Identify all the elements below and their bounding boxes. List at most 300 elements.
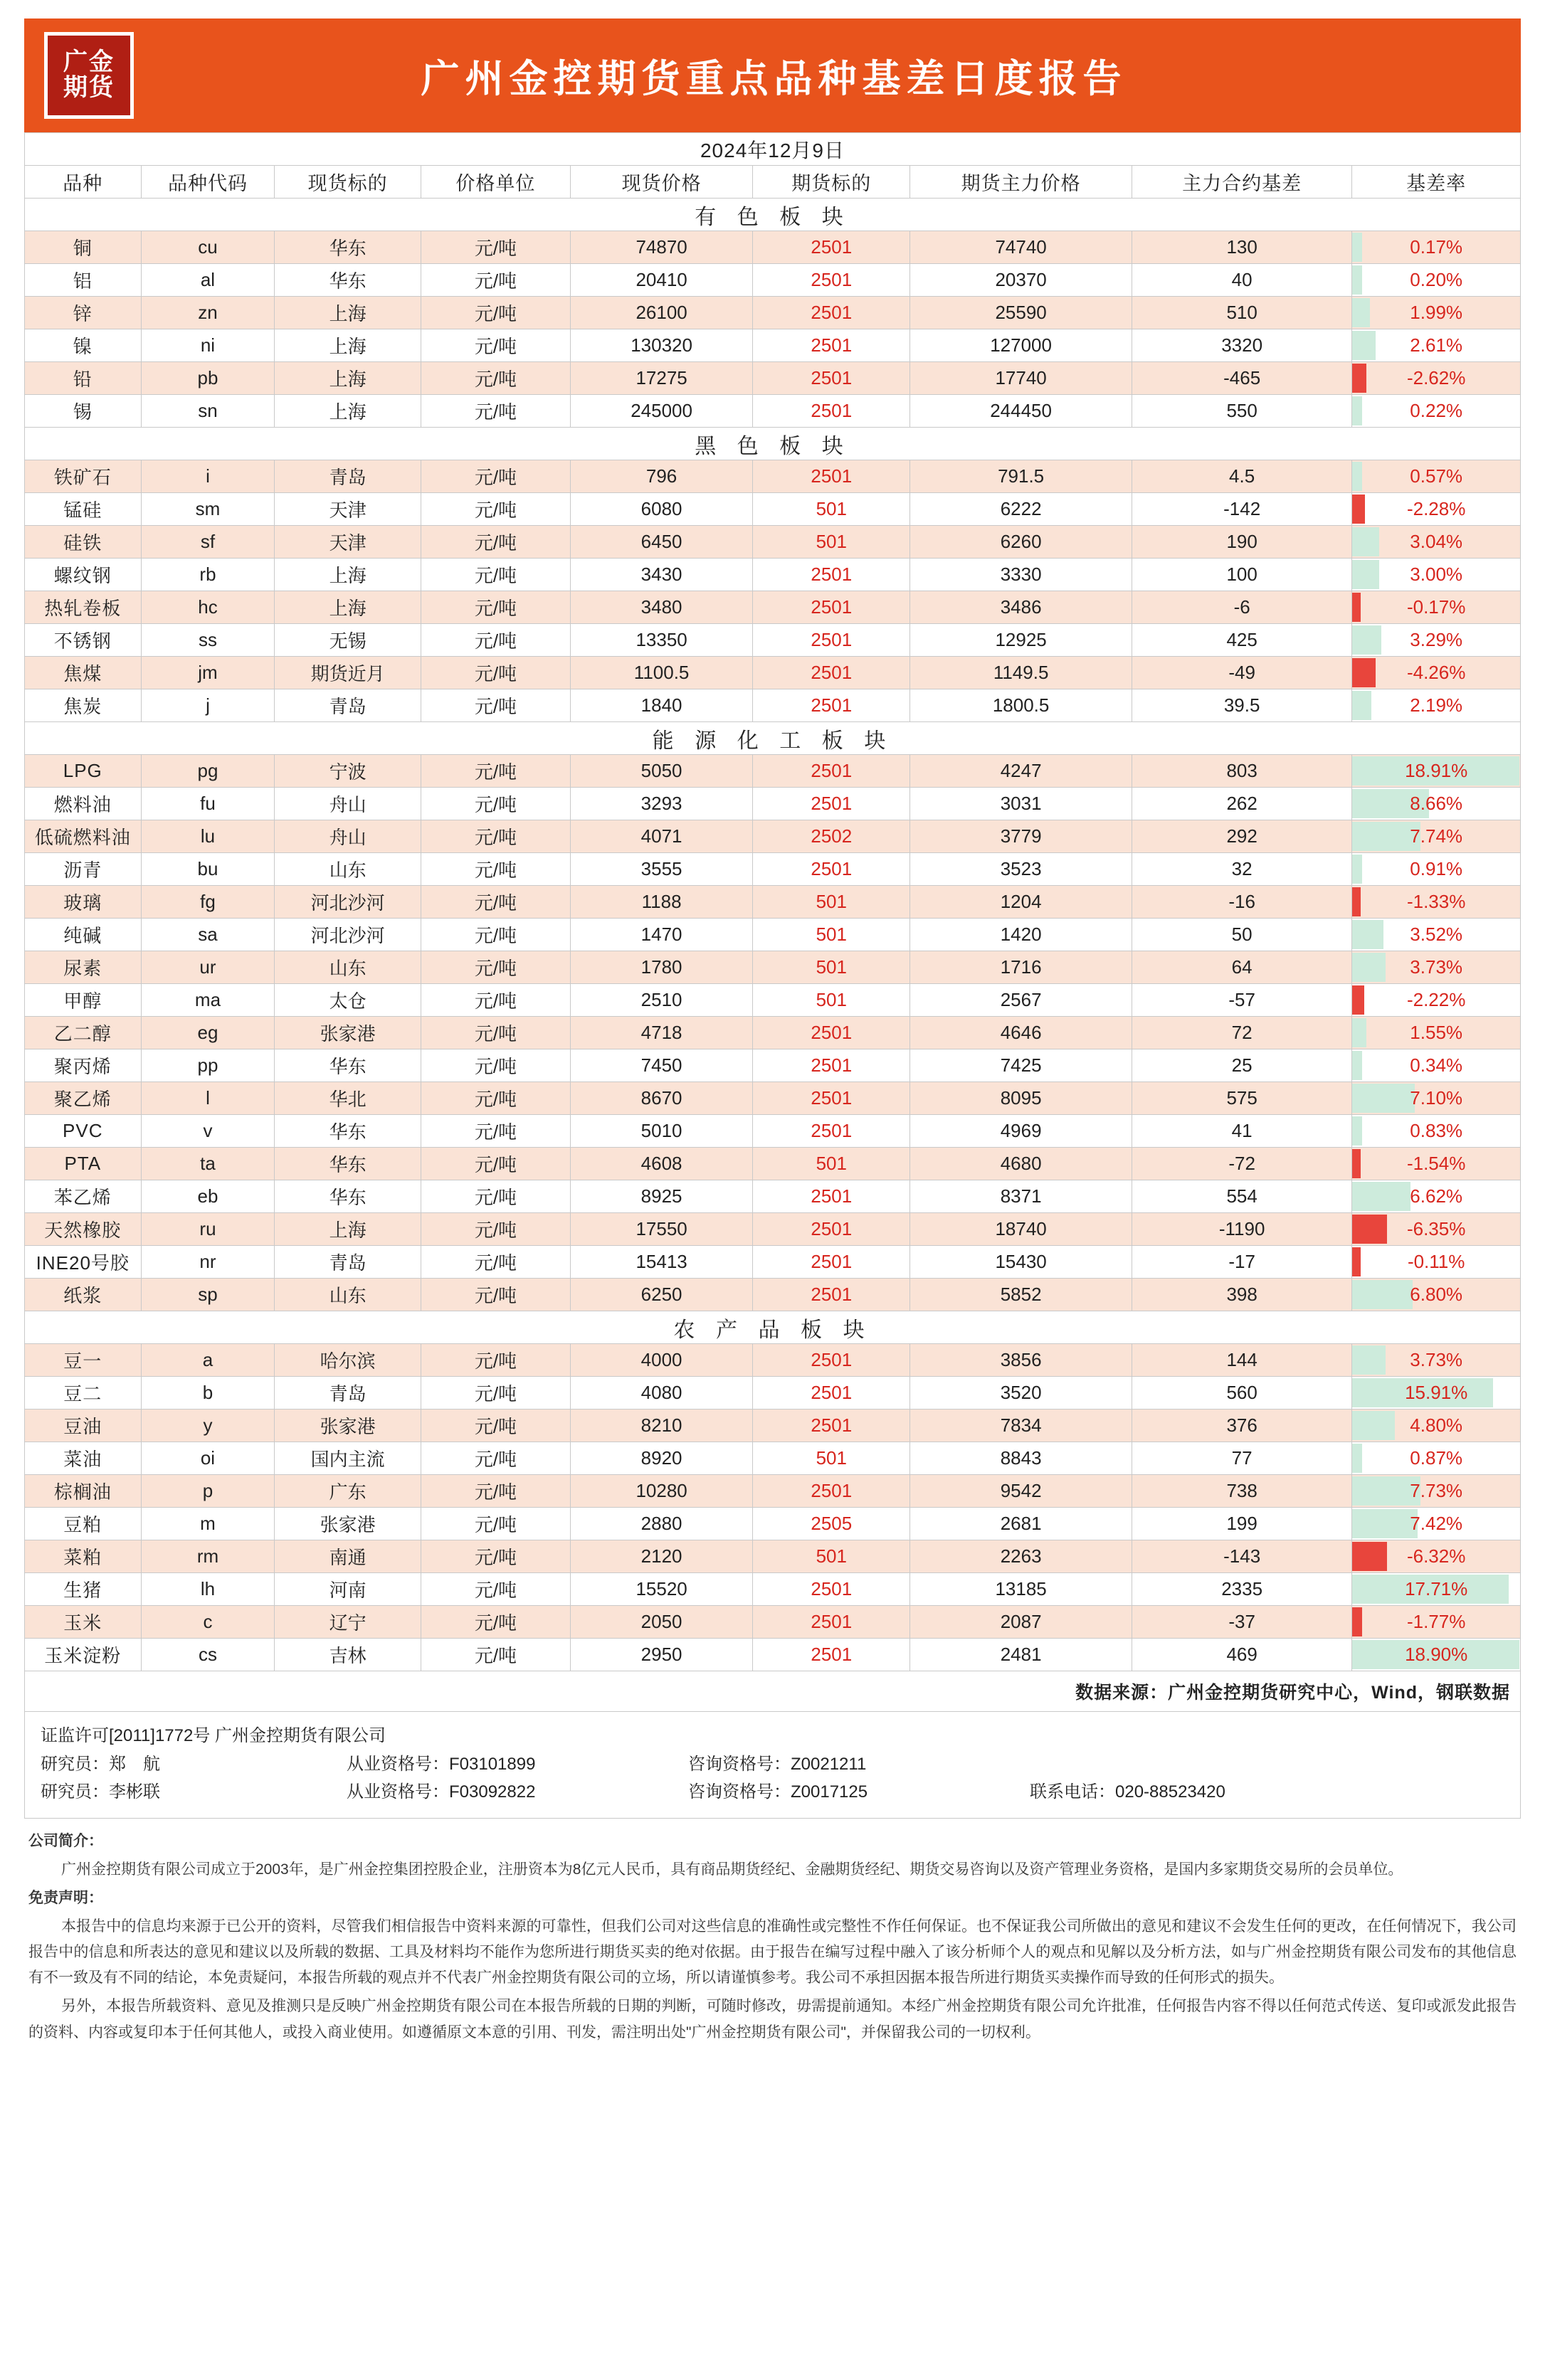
- basis-rate: 0.57%: [1352, 460, 1521, 493]
- spot-price: 2880: [570, 1508, 752, 1540]
- product-name: 不锈钢: [25, 624, 142, 657]
- table-row: [25, 1246, 1521, 1279]
- product-name: 豆油: [25, 1410, 142, 1442]
- basis-rate: 0.34%: [1352, 1049, 1521, 1082]
- price-unit: 元/吨: [421, 1213, 570, 1246]
- product-name: 玉米淀粉: [25, 1639, 142, 1671]
- basis-rate: 3.52%: [1352, 919, 1521, 951]
- spot-price: 1840: [570, 689, 752, 722]
- table-row: [25, 460, 1521, 493]
- futures-price: 9542: [910, 1475, 1132, 1508]
- basis-rate: 7.10%: [1352, 1082, 1521, 1115]
- table-header-row: [25, 166, 1521, 199]
- product-code: l: [141, 1082, 275, 1115]
- product-name: 生猪: [25, 1573, 142, 1606]
- product-code: bu: [141, 853, 275, 886]
- spot-price: 3480: [570, 591, 752, 624]
- spot-price: 245000: [570, 395, 752, 428]
- basis-value: 398: [1132, 1279, 1351, 1311]
- basis-rate: 7.74%: [1352, 820, 1521, 853]
- product-name: 乙二醇: [25, 1017, 142, 1049]
- basis-rate: -1.54%: [1352, 1148, 1521, 1180]
- product-code: jm: [141, 657, 275, 689]
- futures-price: 74740: [910, 231, 1132, 264]
- futures-price: 2263: [910, 1540, 1132, 1573]
- table-row: [25, 1475, 1521, 1508]
- basis-rate: 17.71%: [1352, 1573, 1521, 1606]
- spot-underlying: 青岛: [275, 1377, 421, 1410]
- futures-contract: 2501: [753, 329, 910, 362]
- page-title: 广州金控期货重点品种基差日度报告: [421, 55, 1127, 101]
- researcher-name: 研究员：李彬联: [41, 1782, 160, 1802]
- spot-price: 4718: [570, 1017, 752, 1049]
- spot-underlying: 天津: [275, 526, 421, 559]
- basis-rate: 18.91%: [1352, 755, 1521, 788]
- table-row: [25, 657, 1521, 689]
- section-title: 能 源 化 工 板 块: [25, 722, 1521, 755]
- product-code: sn: [141, 395, 275, 428]
- section-title: 农 产 品 板 块: [25, 1311, 1521, 1344]
- product-name: 菜油: [25, 1442, 142, 1475]
- spot-price: 6080: [570, 493, 752, 526]
- futures-contract: 2501: [753, 231, 910, 264]
- spot-price: 3430: [570, 559, 752, 591]
- company-logo: [44, 32, 134, 119]
- basis-rate: 0.87%: [1352, 1442, 1521, 1475]
- futures-contract: 2501: [753, 1344, 910, 1377]
- company-intro-heading: 公司简介：: [28, 1832, 103, 1849]
- spot-price: 4071: [570, 820, 752, 853]
- basis-rate: 0.22%: [1352, 395, 1521, 428]
- product-code: pg: [141, 755, 275, 788]
- futures-price: 2567: [910, 984, 1132, 1017]
- basis-rate: 0.83%: [1352, 1115, 1521, 1148]
- futures-price: 3031: [910, 788, 1132, 820]
- product-code: fg: [141, 886, 275, 919]
- futures-price: 15430: [910, 1246, 1132, 1279]
- product-code: eg: [141, 1017, 275, 1049]
- product-code: ma: [141, 984, 275, 1017]
- basis-value: -465: [1132, 362, 1351, 395]
- futures-price: 3486: [910, 591, 1132, 624]
- spot-underlying: 青岛: [275, 460, 421, 493]
- futures-contract: 2505: [753, 1508, 910, 1540]
- table-row: [25, 329, 1521, 362]
- product-code: oi: [141, 1442, 275, 1475]
- table-row: [25, 362, 1521, 395]
- basis-value: 2335: [1132, 1573, 1351, 1606]
- basis-value: 262: [1132, 788, 1351, 820]
- basis-rate: 3.73%: [1352, 951, 1521, 984]
- basis-rate: -6.32%: [1352, 1540, 1521, 1573]
- price-unit: 元/吨: [421, 493, 570, 526]
- product-code: a: [141, 1344, 275, 1377]
- basis-rate: 2.19%: [1352, 689, 1521, 722]
- spot-price: 6450: [570, 526, 752, 559]
- product-name: 硅铁: [25, 526, 142, 559]
- basis-rate: 6.80%: [1352, 1279, 1521, 1311]
- section-header: [25, 1311, 1521, 1344]
- disclaimer-heading: 免责声明：: [28, 1890, 103, 1906]
- product-code: nr: [141, 1246, 275, 1279]
- column-header-7: 主力合约基差: [1132, 166, 1351, 199]
- basis-value: -6: [1132, 591, 1351, 624]
- basis-rate: -0.17%: [1352, 591, 1521, 624]
- price-unit: 元/吨: [421, 853, 570, 886]
- spot-underlying: 天津: [275, 493, 421, 526]
- table-row: [25, 1442, 1521, 1475]
- product-name: 热轧卷板: [25, 591, 142, 624]
- report-date-row: [25, 133, 1521, 166]
- spot-underlying: 华东: [275, 264, 421, 297]
- basis-value: 64: [1132, 951, 1351, 984]
- table-row: [25, 493, 1521, 526]
- product-name: 焦炭: [25, 689, 142, 722]
- table-row: [25, 1639, 1521, 1671]
- product-code: ta: [141, 1148, 275, 1180]
- spot-underlying: 山东: [275, 853, 421, 886]
- table-row: [25, 853, 1521, 886]
- basis-value: 50: [1132, 919, 1351, 951]
- spot-price: 1780: [570, 951, 752, 984]
- basis-rate: 1.99%: [1352, 297, 1521, 329]
- basis-rate: -2.28%: [1352, 493, 1521, 526]
- futures-price: 7834: [910, 1410, 1132, 1442]
- futures-contract: 2501: [753, 657, 910, 689]
- section-title: 黑 色 板 块: [25, 428, 1521, 460]
- futures-price: 17740: [910, 362, 1132, 395]
- futures-contract: 2501: [753, 1573, 910, 1606]
- product-name: 纸浆: [25, 1279, 142, 1311]
- futures-price: 3523: [910, 853, 1132, 886]
- spot-underlying: 宁波: [275, 755, 421, 788]
- basis-value: 3320: [1132, 329, 1351, 362]
- basis-value: 32: [1132, 853, 1351, 886]
- spot-price: 17550: [570, 1213, 752, 1246]
- product-name: 低硫燃料油: [25, 820, 142, 853]
- product-name: 锌: [25, 297, 142, 329]
- futures-contract: 501: [753, 526, 910, 559]
- product-code: cs: [141, 1639, 275, 1671]
- product-code: cu: [141, 231, 275, 264]
- futures-price: 6260: [910, 526, 1132, 559]
- basis-value: 77: [1132, 1442, 1351, 1475]
- futures-price: 7425: [910, 1049, 1132, 1082]
- spot-underlying: 华东: [275, 1049, 421, 1082]
- spot-price: 2120: [570, 1540, 752, 1573]
- product-name: 棕榈油: [25, 1475, 142, 1508]
- spot-price: 15413: [570, 1246, 752, 1279]
- column-header-6: 期货主力价格: [910, 166, 1132, 199]
- product-code: y: [141, 1410, 275, 1442]
- table-row: [25, 395, 1521, 428]
- futures-price: 4680: [910, 1148, 1132, 1180]
- futures-price: 2681: [910, 1508, 1132, 1540]
- license-line: 证监许可[2011]1772号 广州金控期货有限公司: [41, 1726, 386, 1745]
- spot-price: 130320: [570, 329, 752, 362]
- price-unit: 元/吨: [421, 1246, 570, 1279]
- futures-price: 8095: [910, 1082, 1132, 1115]
- basis-value: 39.5: [1132, 689, 1351, 722]
- product-name: 玻璃: [25, 886, 142, 919]
- futures-contract: 2501: [753, 1180, 910, 1213]
- product-code: lu: [141, 820, 275, 853]
- product-code: pp: [141, 1049, 275, 1082]
- futures-contract: 2501: [753, 1639, 910, 1671]
- price-unit: 元/吨: [421, 460, 570, 493]
- futures-contract: 501: [753, 493, 910, 526]
- futures-contract: 2501: [753, 297, 910, 329]
- logo-line-1: 广金: [63, 48, 115, 76]
- contact-footer: [24, 1712, 1521, 1819]
- futures-contract: 2501: [753, 1279, 910, 1311]
- futures-price: 3779: [910, 820, 1132, 853]
- futures-contract: 501: [753, 984, 910, 1017]
- spot-price: 8210: [570, 1410, 752, 1442]
- spot-underlying: 上海: [275, 1213, 421, 1246]
- spot-underlying: 国内主流: [275, 1442, 421, 1475]
- product-name: INE20号胶: [25, 1246, 142, 1279]
- spot-price: 1470: [570, 919, 752, 951]
- spot-underlying: 太仓: [275, 984, 421, 1017]
- futures-price: 1204: [910, 886, 1132, 919]
- spot-underlying: 张家港: [275, 1410, 421, 1442]
- section-header: [25, 428, 1521, 460]
- table-row: [25, 1148, 1521, 1180]
- spot-price: 2950: [570, 1639, 752, 1671]
- spot-underlying: 张家港: [275, 1017, 421, 1049]
- table-row: [25, 984, 1521, 1017]
- researcher-qualification: 从业资格号：F03101899: [347, 1754, 536, 1774]
- futures-price: 5852: [910, 1279, 1132, 1311]
- spot-underlying: 吉林: [275, 1639, 421, 1671]
- spot-price: 5050: [570, 755, 752, 788]
- table-row: [25, 231, 1521, 264]
- basis-rate: -2.22%: [1352, 984, 1521, 1017]
- basis-value: -49: [1132, 657, 1351, 689]
- spot-underlying: 广东: [275, 1475, 421, 1508]
- futures-price: 244450: [910, 395, 1132, 428]
- basis-rate: -4.26%: [1352, 657, 1521, 689]
- basis-value: 575: [1132, 1082, 1351, 1115]
- price-unit: 元/吨: [421, 1410, 570, 1442]
- product-code: eb: [141, 1180, 275, 1213]
- price-unit: 元/吨: [421, 264, 570, 297]
- futures-price: 20370: [910, 264, 1132, 297]
- table-row: [25, 1279, 1521, 1311]
- price-unit: 元/吨: [421, 362, 570, 395]
- price-unit: 元/吨: [421, 624, 570, 657]
- spot-underlying: 山东: [275, 951, 421, 984]
- futures-price: 127000: [910, 329, 1132, 362]
- product-code: rb: [141, 559, 275, 591]
- column-header-4: 现货价格: [570, 166, 752, 199]
- price-unit: 元/吨: [421, 984, 570, 1017]
- product-name: 菜粕: [25, 1540, 142, 1573]
- futures-price: 1149.5: [910, 657, 1132, 689]
- product-name: PTA: [25, 1148, 142, 1180]
- price-unit: 元/吨: [421, 1377, 570, 1410]
- product-code: ru: [141, 1213, 275, 1246]
- futures-price: 12925: [910, 624, 1132, 657]
- basis-value: 554: [1132, 1180, 1351, 1213]
- section-header: [25, 199, 1521, 231]
- product-code: ni: [141, 329, 275, 362]
- product-name: 豆粕: [25, 1508, 142, 1540]
- spot-price: 17275: [570, 362, 752, 395]
- spot-price: 1188: [570, 886, 752, 919]
- basis-value: 72: [1132, 1017, 1351, 1049]
- basis-value: -16: [1132, 886, 1351, 919]
- futures-contract: 2501: [753, 460, 910, 493]
- table-row: [25, 1049, 1521, 1082]
- column-header-1: 品种代码: [141, 166, 275, 199]
- product-code: rm: [141, 1540, 275, 1573]
- spot-price: 1100.5: [570, 657, 752, 689]
- basis-rate: -1.33%: [1352, 886, 1521, 919]
- product-name: 燃料油: [25, 788, 142, 820]
- product-name: 玉米: [25, 1606, 142, 1639]
- data-source: 数据来源：广州金控期货研究中心，Wind，钢联数据: [24, 1671, 1521, 1712]
- futures-contract: 2501: [753, 1377, 910, 1410]
- basis-value: -143: [1132, 1540, 1351, 1573]
- product-name: LPG: [25, 755, 142, 788]
- basis-value: 4.5: [1132, 460, 1351, 493]
- table-row: [25, 1377, 1521, 1410]
- product-name: 纯碱: [25, 919, 142, 951]
- column-header-2: 现货标的: [275, 166, 421, 199]
- futures-contract: 2501: [753, 1606, 910, 1639]
- spot-underlying: 河北沙河: [275, 919, 421, 951]
- basis-value: -72: [1132, 1148, 1351, 1180]
- column-header-8: 基差率: [1352, 166, 1521, 199]
- table-row: [25, 1017, 1521, 1049]
- futures-contract: 2501: [753, 1410, 910, 1442]
- spot-underlying: 无锡: [275, 624, 421, 657]
- logo-line-2: 期货: [63, 74, 115, 101]
- product-code: b: [141, 1377, 275, 1410]
- futures-contract: 2501: [753, 559, 910, 591]
- price-unit: 元/吨: [421, 1442, 570, 1475]
- basis-rate: 1.55%: [1352, 1017, 1521, 1049]
- basis-rate: -0.11%: [1352, 1246, 1521, 1279]
- column-header-0: 品种: [25, 166, 142, 199]
- product-name: PVC: [25, 1115, 142, 1148]
- product-name: 锰硅: [25, 493, 142, 526]
- futures-price: 3856: [910, 1344, 1132, 1377]
- basis-rate: 3.04%: [1352, 526, 1521, 559]
- futures-contract: 2501: [753, 362, 910, 395]
- futures-price: 4247: [910, 755, 1132, 788]
- product-name: 豆二: [25, 1377, 142, 1410]
- price-unit: 元/吨: [421, 919, 570, 951]
- spot-price: 796: [570, 460, 752, 493]
- price-unit: 元/吨: [421, 1279, 570, 1311]
- spot-underlying: 青岛: [275, 1246, 421, 1279]
- futures-contract: 2501: [753, 755, 910, 788]
- spot-underlying: 河北沙河: [275, 886, 421, 919]
- futures-contract: 501: [753, 919, 910, 951]
- basis-rate: 3.00%: [1352, 559, 1521, 591]
- spot-price: 3293: [570, 788, 752, 820]
- basis-rate: 6.62%: [1352, 1180, 1521, 1213]
- spot-underlying: 青岛: [275, 689, 421, 722]
- product-code: lh: [141, 1573, 275, 1606]
- futures-contract: 501: [753, 1148, 910, 1180]
- spot-underlying: 舟山: [275, 820, 421, 853]
- spot-price: 4608: [570, 1148, 752, 1180]
- spot-price: 15520: [570, 1573, 752, 1606]
- basis-rate: 8.66%: [1352, 788, 1521, 820]
- price-unit: 元/吨: [421, 526, 570, 559]
- basis-rate: 18.90%: [1352, 1639, 1521, 1671]
- table-row: [25, 1540, 1521, 1573]
- spot-price: 7450: [570, 1049, 752, 1082]
- product-code: v: [141, 1115, 275, 1148]
- basis-value: -1190: [1132, 1213, 1351, 1246]
- price-unit: 元/吨: [421, 1540, 570, 1573]
- futures-contract: 2501: [753, 1082, 910, 1115]
- spot-underlying: 山东: [275, 1279, 421, 1311]
- spot-underlying: 张家港: [275, 1508, 421, 1540]
- spot-underlying: 上海: [275, 559, 421, 591]
- price-unit: 元/吨: [421, 559, 570, 591]
- contact-phone: 联系电话：020-88523420: [1030, 1782, 1225, 1802]
- spot-price: 2050: [570, 1606, 752, 1639]
- table-row: [25, 951, 1521, 984]
- product-code: fu: [141, 788, 275, 820]
- column-header-3: 价格单位: [421, 166, 570, 199]
- company-intro-text: 广州金控期货有限公司成立于2003年，是广州金控集团控股企业，注册资本为8亿元人民币，具有商品期货经纪、金融期货经纪、期货交易咨询以及资产管理业务资格，是国内多家期货交易所的会员单位。: [61, 1861, 1403, 1878]
- basis-value: 190: [1132, 526, 1351, 559]
- price-unit: 元/吨: [421, 886, 570, 919]
- basis-value: -142: [1132, 493, 1351, 526]
- basis-rate: -1.77%: [1352, 1606, 1521, 1639]
- product-code: al: [141, 264, 275, 297]
- table-row: [25, 820, 1521, 853]
- spot-price: 6250: [570, 1279, 752, 1311]
- product-name: 焦煤: [25, 657, 142, 689]
- futures-contract: 2501: [753, 1213, 910, 1246]
- report-date: 2024年12月9日: [25, 133, 1521, 166]
- basis-rate: 2.61%: [1352, 329, 1521, 362]
- futures-price: 8843: [910, 1442, 1132, 1475]
- price-unit: 元/吨: [421, 329, 570, 362]
- price-unit: 元/吨: [421, 1180, 570, 1213]
- table-row: [25, 591, 1521, 624]
- researcher-line: [41, 1750, 1504, 1779]
- futures-price: 25590: [910, 297, 1132, 329]
- spot-underlying: 河南: [275, 1573, 421, 1606]
- price-unit: 元/吨: [421, 1049, 570, 1082]
- spot-underlying: 辽宁: [275, 1606, 421, 1639]
- table-row: [25, 886, 1521, 919]
- futures-contract: 2501: [753, 1115, 910, 1148]
- basis-value: -57: [1132, 984, 1351, 1017]
- product-name: 镍: [25, 329, 142, 362]
- product-name: 铝: [25, 264, 142, 297]
- spot-price: 3555: [570, 853, 752, 886]
- table-row: [25, 919, 1521, 951]
- futures-price: 2481: [910, 1639, 1132, 1671]
- product-name: 苯乙烯: [25, 1180, 142, 1213]
- product-name: 尿素: [25, 951, 142, 984]
- basis-rate: -2.62%: [1352, 362, 1521, 395]
- futures-contract: 2501: [753, 1475, 910, 1508]
- basis-value: -37: [1132, 1606, 1351, 1639]
- report-header: [24, 18, 1521, 132]
- price-unit: 元/吨: [421, 951, 570, 984]
